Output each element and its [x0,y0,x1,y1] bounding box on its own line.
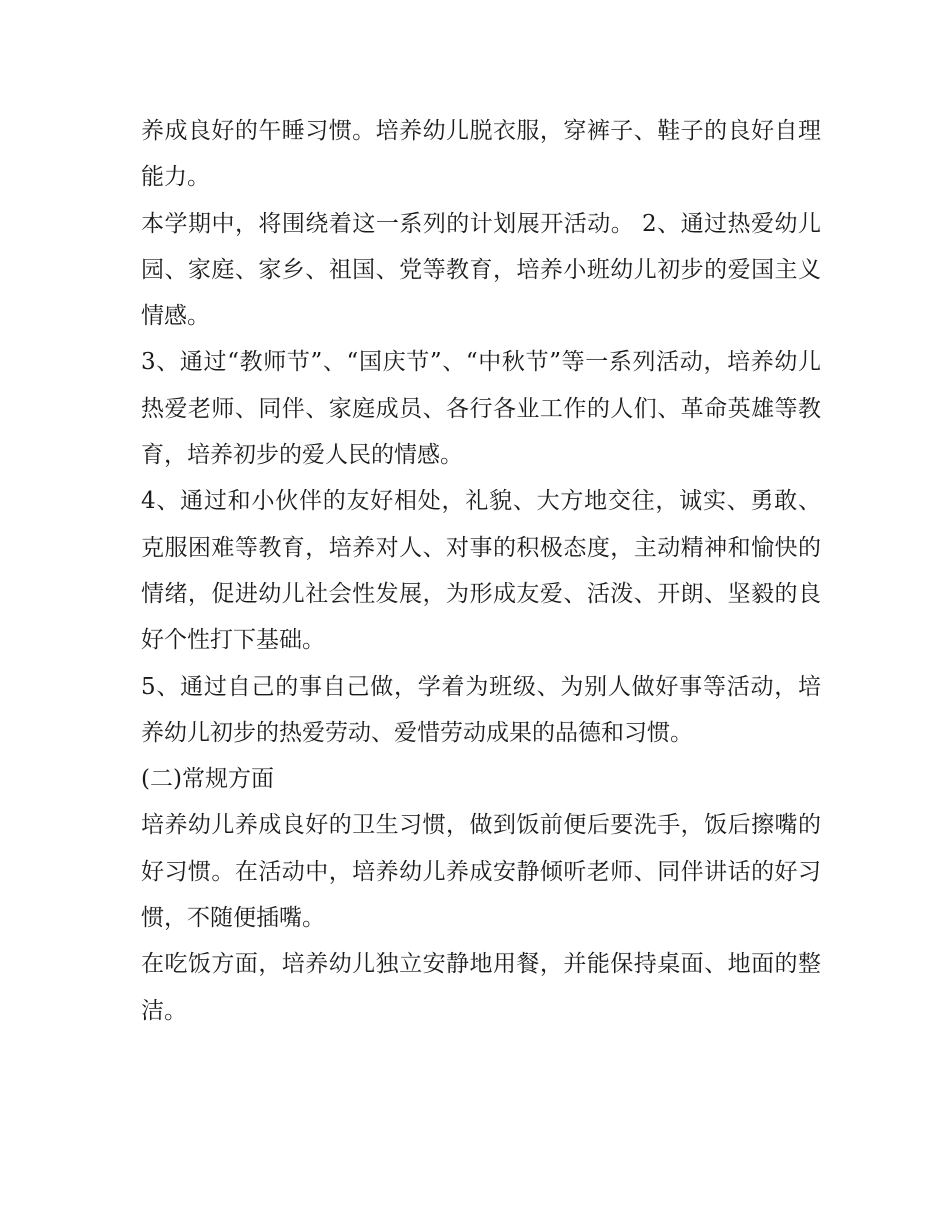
paragraph-nap-habits: 养成良好的午睡习惯。培养幼儿脱衣服，穿裤子、鞋子的良好自理能力。 [141,118,821,191]
paragraph-hygiene: 培养幼儿养成良好的卫生习惯，做到饭前便后要洗手，饭后擦嘴的好习惯。在活动中，培养幼儿养成安静倾听老师、同伴讲话的好习惯，不随便插嘴。 [141,812,821,932]
paragraph-mealtime: 在吃饭方面，培养幼儿独立安静地用餐，并能保持桌面、地面的整洁。 [141,951,821,1024]
paragraph-festivals: 3、通过“教师节”、“国庆节”、“中秋节”等一系列活动，培养幼儿热爱老师、同伴、家庭成员、各行各业工作的人们、革命英雄等教育，培养初步的爱人民的情感。 [141,349,821,469]
document-body [141,108,821,1034]
paragraph-social-development: 4、通过和小伙伴的友好相处，礼貌、大方地交往，诚实、勇敢、克服困难等教育，培养对人、对事的积极态度，主动精神和愉快的情绪，促进幼儿社会性发展，为形成友爱、活泼、开朗、坚毅的良好个性打下基础。 [141,488,821,654]
section-heading-routines: (二)常规方面 [141,766,274,793]
paragraph-labor: 5、通过自己的事自己做，学着为班级、为别人做好事等活动，培养幼儿初步的热爱劳动、爱惜劳动成果的品德和习惯。 [141,673,821,746]
paragraph-patriotism: 本学期中，将围绕着这一系列的计划展开活动。 2、通过热爱幼儿园、家庭、家乡、祖国、党等教育，培养小班幼儿初步的爱国主义情感。 [141,210,821,330]
